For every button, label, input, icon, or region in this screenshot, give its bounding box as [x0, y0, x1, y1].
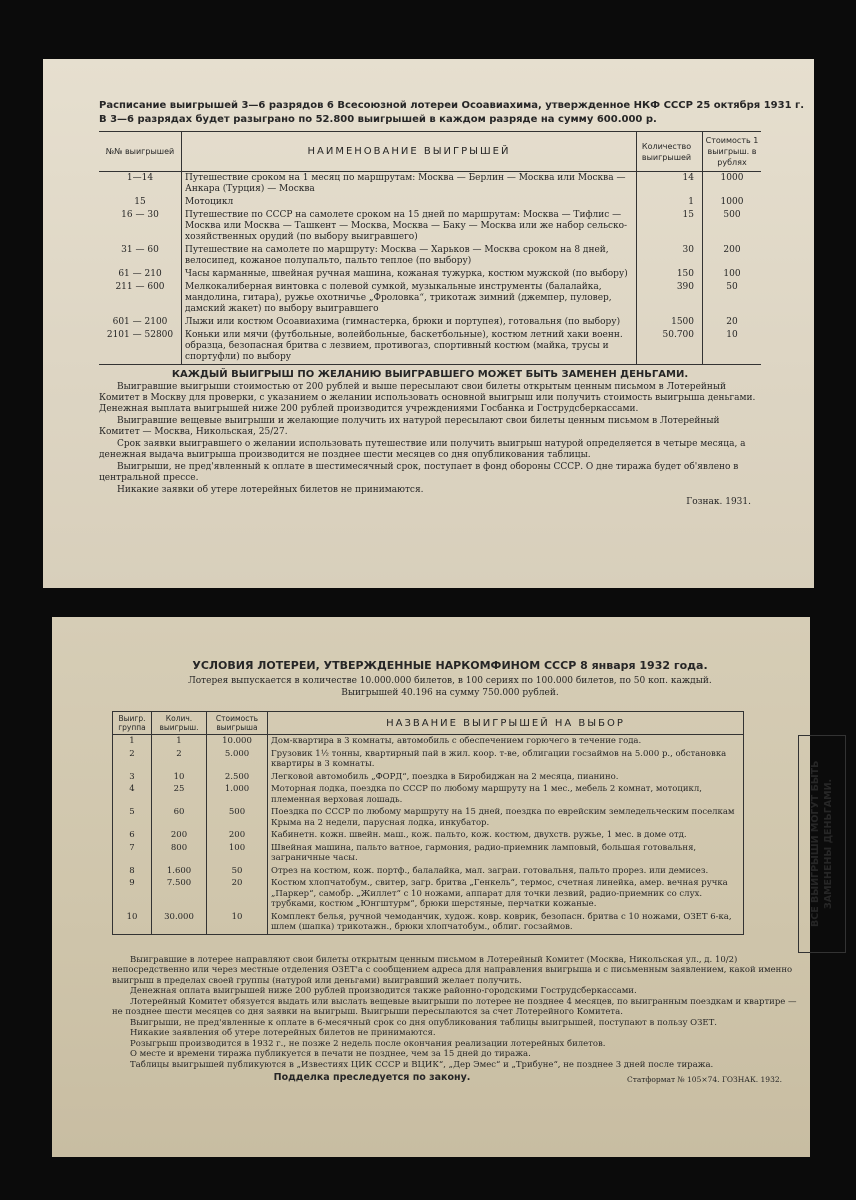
prize-options: Грузовик 1½ тонны, квартирный пай в жил. коop. т-ве, облигации госзаймов на 5.000 р., обстановка квартиры в 3 комнаты.: [268, 748, 744, 771]
note-paragraph: Никакие заявки об утере лотерейных билетов не принимаются.: [117, 485, 424, 495]
prize-group: 2: [113, 748, 152, 771]
prize-description: Лыжи или костюм Осоавиахима (гимнастерка, брюки и портупея), готовальня (по выбору): [182, 316, 637, 329]
prize-description: Мелкокалиберная винтовка с полевой сумкой, музыкальные инструменты (балалайка, мандолина, гитара), ружье охотничье „Фроловка“, трикотаж зимний (джемпер, пуловер, дамский жакет) по выбору выигравшего: [182, 281, 637, 316]
table-row: [113, 911, 744, 935]
prize-options: Поездка по СССР по любому маршруту на 15 дней, поездка по еврейским земледельческим поселкам Крыма на 2 недели, парусная лодка, инкубатор.: [268, 806, 744, 829]
col-header-value: Стоимость выигрыша: [207, 712, 268, 735]
prize-count: 30: [637, 244, 703, 268]
note-paragraph: Розыгрыш производится в 1932 г., не позже 2 недель после окончания реализации лотерейных билетов.: [130, 1038, 606, 1049]
prize-options: Моторная лодка, поездка по СССР по любому маршруту на 1 мес., мебель 2 комнат, мотоцикл, племенная верховая лошадь.: [268, 783, 744, 806]
table-row: [113, 748, 744, 771]
table-row: [113, 865, 744, 878]
prize-cost: 100: [703, 268, 762, 281]
table-row: [113, 735, 744, 748]
prize-group: 1: [113, 735, 152, 748]
prize-cost: 1000: [703, 196, 762, 209]
conditions-title: УСЛОВИЯ ЛОТЕРЕИ, УТВЕРЖДЕННЫЕ НАРКОМФИНОМ СССР 8 января 1932 года.: [192, 659, 708, 672]
prize-value: 50: [207, 865, 268, 878]
prize-numbers: 61 — 210: [118, 269, 162, 279]
prize-numbers: 16 — 30: [121, 210, 159, 220]
col-header-count: Количество выигрышей: [637, 132, 703, 172]
prize-quantity: 800: [152, 842, 207, 865]
col-header-num: №№ выигрышей: [99, 132, 182, 172]
schedule-heading: Расписание выигрышей 3—6 разрядов 6 Всесоюзной лотереи Осоавиахима, утвержденное НКФ СССР 25 октября 1931 г.: [99, 100, 805, 111]
prize-quantity: 30.000: [152, 911, 207, 935]
prize-description: Путешествие сроком на 1 месяц по маршрутам: Москва — Берлин — Москва или Москва — Анкара (Турция) — Москва: [182, 172, 637, 197]
note-paragraph: Выигравшие в лотерее направляют свои билеты открытым ценным письмом в Лотерейный Комитет (Москва, Никольская ул., д. 10/2) непосредственно или через местные отделения ОЗЕТ'а с сообщением адреса для направления выигрыша и с письменным заявлением, какой именно выигрыш в пределах своей группы (натурой или деньгами) выигравший желает получить.: [112, 954, 793, 986]
table-row: [99, 316, 761, 329]
prize-numbers: 2101 — 52800: [99, 329, 182, 365]
prize-table-1931: [99, 131, 761, 365]
col-header-prize-name: НАЗВАНИЕ ВЫИГРЫШЕЙ НА ВЫБОР: [268, 712, 744, 735]
table-row: [113, 771, 744, 784]
cash-replacement-note: КАЖДЫЙ ВЫИГРЫШ ПО ЖЕЛАНИЮ ВЫИГРАВШЕГО МОЖЕТ БЫТЬ ЗАМЕНЕН ДЕНЬГАМИ.: [171, 369, 689, 380]
table-row: [99, 281, 761, 316]
note-paragraph: Выигравшие выигрыши стоимостью от 200 рублей и выше пересылают свои билеты открытым ценным письмом в Лотерейный Комитет в Москву для проверки, с указанием о желании использовать основной выигрыш или получить стоимость выигрыша деньгами. Денежная выплата выигрышей ниже 200 рублей производится учреждениями Госбанка и Гострудсберкассами.: [99, 382, 756, 414]
prize-quantity: 25: [152, 783, 207, 806]
col-header-name: НАИМЕНОВАНИЕ ВЫИГРЫШЕЙ: [182, 132, 637, 172]
prize-group: 8: [113, 865, 152, 878]
prize-group: 3: [113, 771, 152, 784]
prize-count: 1: [637, 196, 703, 209]
prize-cost: 200: [703, 244, 762, 268]
prize-group: 4: [113, 783, 152, 806]
prize-description: Коньки или мячи (футбольные, волейбольные, баскетбольные), костюм летний хаки военн. образца, безопасная бритва с лезвием, противогаз, спортивный костюм (майка, трусы и спортуфли) по выбору: [182, 329, 637, 365]
note-paragraph: Таблицы выигрышей публикуются в „Известиях ЦИК СССР и ВЦИК“, „Дер Эмес“ и „Трибуне“, не позднее 3 дней после тиража.: [130, 1059, 714, 1070]
notes-1931: [99, 369, 761, 508]
prize-group: 10: [113, 911, 152, 935]
note-paragraph: Выигрыши, не пред'явленные к оплате в 6-месячный срок со дня опубликования таблицы выигрышей, поступают в пользу ОЗЕТ.: [130, 1017, 718, 1028]
prize-value: 20: [207, 877, 268, 911]
issue-info: Лотерея выпускается в количестве 10.000.000 билетов, в 100 сериях по 100.000 билетов, по 50 коп. каждый.: [188, 676, 712, 686]
table-row: [113, 806, 744, 829]
prize-numbers: 601 — 2100: [112, 317, 168, 327]
col-header-cost: Стоимость 1 выигрыш. в рублях: [703, 132, 762, 172]
schedule-subheading: В 3—6 разрядах будет разыграно по 52.800 выигрышей в каждом разряде на сумму 600.000 р.: [99, 114, 657, 125]
prize-quantity: 200: [152, 829, 207, 842]
prize-quantity: 10: [152, 771, 207, 784]
prize-value: 5.000: [207, 748, 268, 771]
table-row: [113, 877, 744, 911]
note-paragraph: Срок заявки выигравшего о желании использовать путешествие или получить выигрыш натурой определяется в четыре месяца, а денежная выдача выигрыша производится не позднее шести месяцев со дня опубликования таблицы.: [99, 439, 746, 460]
prize-options: Легковой автомобиль „ФОРД“, поездка в Биробиджан на 2 месяца, пианино.: [268, 771, 744, 784]
prize-cost: 500: [703, 209, 762, 244]
cash-replacement-side-note: [798, 735, 846, 953]
prize-value: 10: [207, 911, 268, 935]
forgery-warning: Подделка преследуется по закону.: [273, 1072, 471, 1083]
note-paragraph: Лотерейный Комитет обязуется выдать или выслать вещевые выигрыши по лотерее не позднее 4 месяцев, по выигранным поездкам и квартире — не позднее шести месяцев со дня заявки на выигрыш. Выигрыши пересылаются за счет Лотерейного Комитета.: [112, 996, 797, 1017]
prize-options: Костюм хлопчатобум., свитер, загр. бритва „Генкель“, термос, счетная линейка, амер. вечная ручка „Паркер“, самобр. „Жиллет“ с 10 ножами, аппарат для точки лезвий, радио-приемник со слух. трубками, костюм „Юнгштурм“, брюки шерстяные, перчатки кожаные.: [268, 877, 744, 911]
prize-quantity: 2: [152, 748, 207, 771]
prize-quantity: 7.500: [152, 877, 207, 911]
notes-1932: [112, 955, 802, 1071]
col-header-group: Выигр. группа: [113, 712, 152, 735]
prize-value: 10.000: [207, 735, 268, 748]
prize-value: 1.000: [207, 783, 268, 806]
prize-group: 9: [113, 877, 152, 911]
side-note-text: ВСЕ ВЫИГРЫШИ МОГУТ БЫТЬ ЗАМЕНЕНЫ ДЕНЬГАМИ.: [810, 760, 834, 928]
prize-count: 50.700: [637, 329, 703, 365]
note-paragraph: О месте и времени тиража публикуется в печати не позднее, чем за 15 дней до тиража.: [130, 1049, 531, 1059]
prize-value: 2.500: [207, 771, 268, 784]
prize-cost: 20: [703, 316, 762, 329]
table-row: [99, 209, 761, 244]
prize-count: 14: [637, 172, 703, 197]
prize-numbers: 1—14: [126, 173, 154, 183]
table-row: [99, 196, 761, 209]
prize-quantity: 1.600: [152, 865, 207, 878]
prize-numbers: 31 — 60: [121, 245, 159, 255]
prize-group: 7: [113, 842, 152, 865]
prize-count: 150: [637, 268, 703, 281]
note-paragraph: Никакие заявления об утере лотерейных билетов не принимаются.: [130, 1028, 436, 1038]
prize-description: Мотоцикл: [182, 196, 637, 209]
imprint-1931: Гознак. 1931.: [686, 497, 751, 507]
prize-quantity: 1: [152, 735, 207, 748]
prize-value: 500: [207, 806, 268, 829]
table-row: [99, 244, 761, 268]
prize-numbers: 211 — 600: [115, 282, 165, 292]
prize-value: 200: [207, 829, 268, 842]
table-row: [113, 842, 744, 865]
prize-cost: 1000: [703, 172, 762, 197]
prize-description: Путешествие на самолете по маршруту: Москва — Харьков — Москва сроком на 8 дней, велосипед, кожаное полупальто, пальто теплое (по выбору): [182, 244, 637, 268]
prize-options: Кабинетн. кожн. швейн. маш., кож. пальто, кож. костюм, двухств. ружье, 1 мес. в доме отд.: [268, 829, 744, 842]
prize-group: 5: [113, 806, 152, 829]
table-row: [113, 783, 744, 806]
prize-options: Отрез на костюм, кож. портф., балалайка, мал. заграи. готовальня, пальто прорез. или демисез.: [268, 865, 744, 878]
prize-description: Часы карманные, швейная ручная машина, кожаная тужурка, костюм мужской (по выбору): [182, 268, 637, 281]
imprint-1932: Статформат № 105×74. ГОЗНАК. 1932.: [627, 1075, 782, 1084]
table-row: [113, 829, 744, 842]
prize-options: Комплект белья, ручной чемоданчик, худож. ковр. коврик, безопасн. бритва с 10 ножами, ОЗЕТ 6-ка, шлем (шапка) трикотажн., брюки хлопчатобум., облиг. госзаймов.: [268, 911, 744, 935]
prize-options: Дом-квартира в 3 комнаты, автомобиль с обеспечением горючего в течение года.: [268, 735, 744, 748]
ticket-back-1931: [43, 59, 814, 588]
col-header-qty: Колич. выигрыш.: [152, 712, 207, 735]
table-row: [99, 329, 761, 365]
prize-count: 15: [637, 209, 703, 244]
prize-cost: 50: [703, 281, 762, 316]
ticket-back-1932: [52, 617, 834, 1157]
prize-description: Путешествие по СССР на самолете сроком на 15 дней по маршрутам: Москва — Тифлис — Москва или Москва — Ташкент — Москва, Москва — Баку — Москва или же набор сельско-хозяйственных орудий (по выбору выигравшего): [182, 209, 637, 244]
table-row: [99, 268, 761, 281]
prize-cost: 10: [703, 329, 762, 365]
prize-value: 100: [207, 842, 268, 865]
note-paragraph: Выигравшие вещевые выигрыши и желающие получить их натурой пересылают свои билеты ценным письмом в Лотерейный Комитет — Москва, Никольская, 25/27.: [99, 416, 720, 437]
prize-group: 6: [113, 829, 152, 842]
prize-numbers: 15: [134, 197, 146, 207]
prize-count: 390: [637, 281, 703, 316]
prize-options: Швейная машина, пальто ватное, гармония, радио-приемник ламповый, большая готовальня, заграничные часы.: [268, 842, 744, 865]
table-row: [99, 172, 761, 197]
prize-quantity: 60: [152, 806, 207, 829]
prize-count: 1500: [637, 316, 703, 329]
prize-table-1932: [112, 711, 744, 935]
note-paragraph: Денежная оплата выигрышей ниже 200 рублей производится также районно-городскими Гострудсберкассами.: [130, 986, 637, 996]
prize-total-info: Выигрышей 40.196 на сумму 750.000 рублей.: [341, 688, 559, 698]
note-paragraph: Выигрыши, не пред'явленный к оплате в шестимесячный срок, поступает в фонд обороны СССР. О дне тиража будет об'явлено в центральной прессе.: [99, 462, 739, 483]
